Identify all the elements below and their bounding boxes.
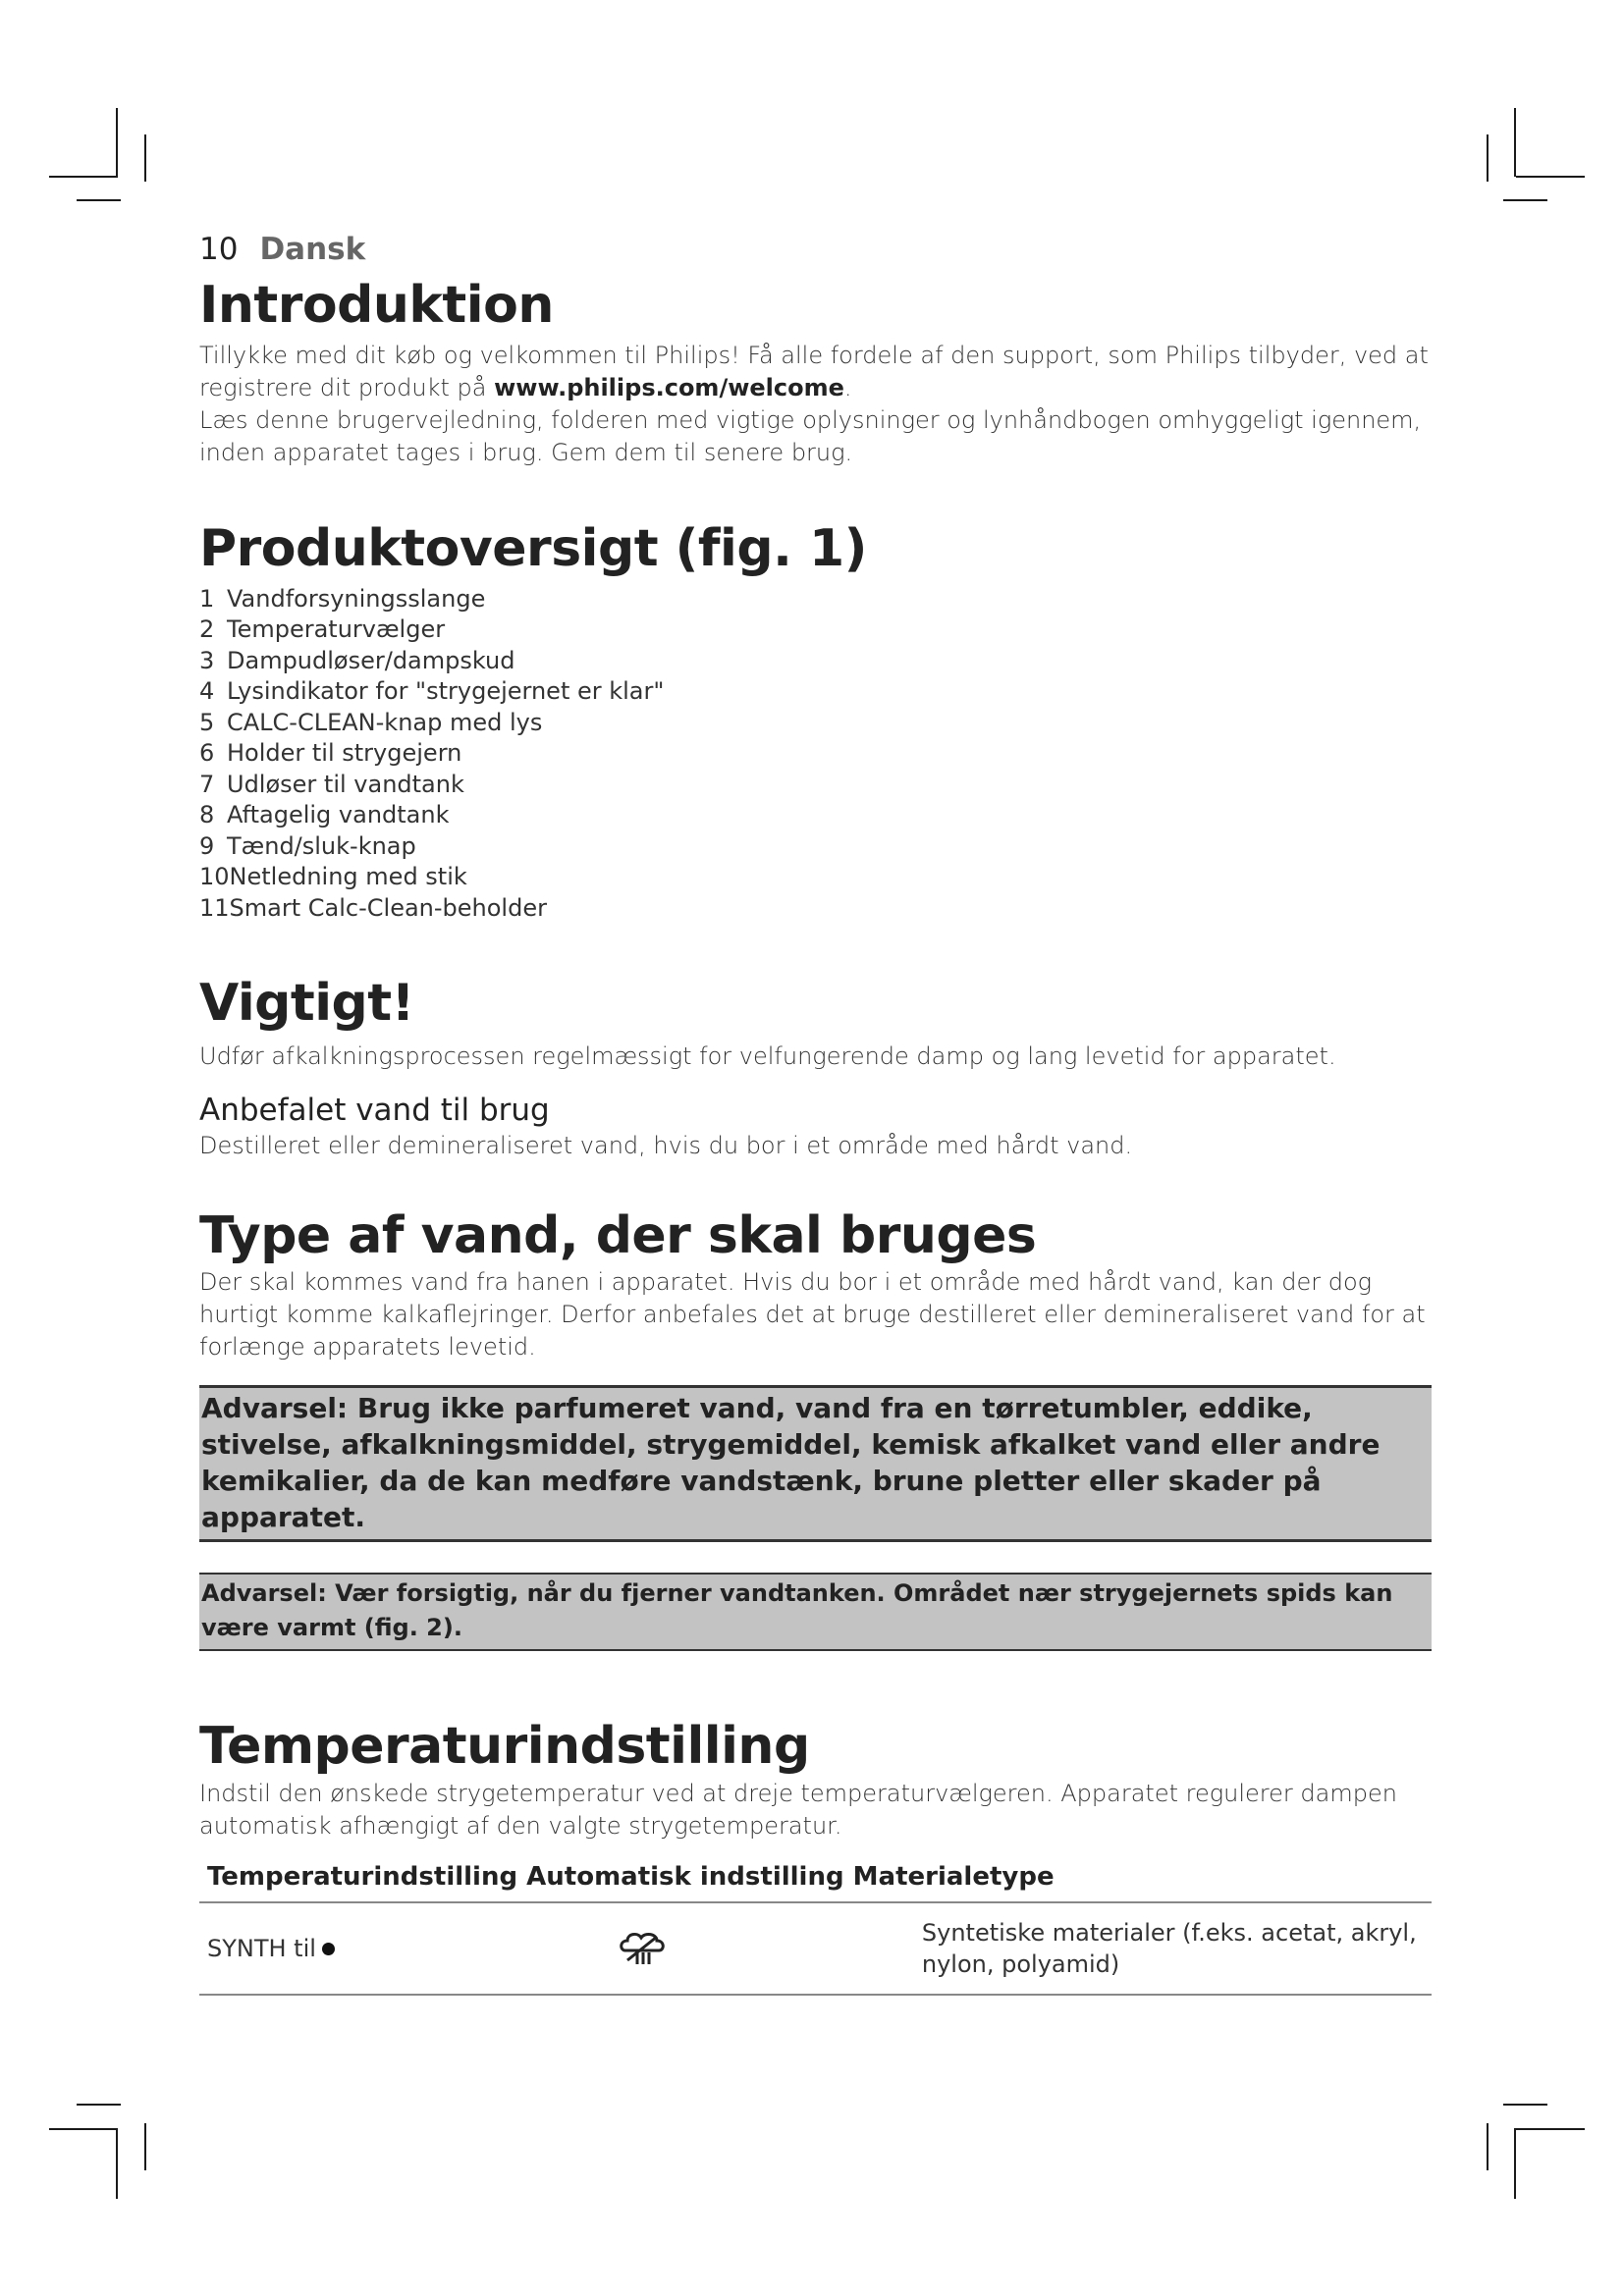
warning-box: Advarsel: Brug ikke parfumeret vand, vand fra en tørretumbler, eddike, stivelse, afkalkningsmiddel, strygemiddel, kemisk afkalket vand eller andre kemikalier, da de kan medføre vandstænk, brune pletter eller skader på apparatet.	[199, 1385, 1432, 1542]
crop-mark	[1487, 134, 1489, 182]
crop-mark	[77, 199, 121, 201]
crop-mark	[1514, 108, 1516, 177]
setting-cell: SYNTH til	[199, 1902, 655, 1995]
list-item: 6 Holder til strygejern	[199, 739, 462, 768]
intro-paragraph: Tillykke med dit køb og velkommen til Philips! Få alle fordele af den support, som Philips tilbyder, ved at registrere dit produkt på www.philips.com/welcome.	[199, 342, 1429, 402]
one-dot-icon	[322, 1943, 335, 1955]
section-title: Temperaturindstilling	[199, 1717, 810, 1777]
language-label: Dansk	[259, 232, 366, 267]
temperature-table	[199, 1856, 1432, 1996]
list-item: 2 Temperaturvælger	[199, 615, 446, 644]
page-number: 10	[199, 232, 239, 267]
section-title: Introduktion	[199, 276, 554, 335]
crop-mark	[77, 2104, 121, 2106]
list-item: 5 CALC-CLEAN-knap med lys	[199, 708, 543, 736]
welcome-link[interactable]: www.philips.com/welcome	[494, 374, 844, 402]
crop-mark	[1514, 2128, 1516, 2199]
recommended-water-paragraph: Destilleret eller demineraliseret vand, hvis du bor i et område med hårdt vand.	[199, 1131, 1133, 1159]
crop-mark	[144, 2123, 146, 2170]
list-item: 1 Vandforsyningsslange	[199, 584, 486, 613]
section-temperature	[199, 1716, 1432, 1995]
crop-mark	[116, 108, 118, 177]
list-item: 7 Udløser til vandtank	[199, 770, 464, 798]
page-content	[199, 232, 1432, 1996]
table-row	[199, 1902, 1432, 1995]
list-item: 11Smart Calc-Clean-beholder	[199, 893, 547, 922]
crop-mark	[49, 2128, 118, 2130]
product-parts-list	[199, 584, 1432, 925]
page-header	[199, 232, 1432, 267]
section-title: Produktoversigt (fig. 1)	[199, 519, 867, 579]
warning-box: Advarsel: Vær forsigtig, når du fjerner vandtanken. Området nær strygejernets spids kan være varmt (fig. 2).	[199, 1573, 1432, 1651]
crop-mark	[49, 176, 118, 178]
crop-mark	[1487, 2123, 1489, 2170]
crop-mark	[1516, 176, 1585, 178]
temperature-paragraph: Indstil den ønskede strygetemperatur ved at dreje temperaturvælgeren. Apparatet regulerer dampen automatisk afhængigt af den valgte strygetemperatur.	[199, 1779, 1397, 1840]
crop-mark	[116, 2128, 118, 2199]
section-important	[199, 973, 1432, 1162]
list-item: 4 Lysindikator for "strygejernet er klar"	[199, 677, 665, 706]
list-item: 9 Tænd/sluk-knap	[199, 831, 416, 860]
section-introduction	[199, 275, 1432, 469]
water-paragraph: Der skal kommes vand fra hanen i apparatet. Hvis du bor i et område med hårdt vand, kan der dog hurtigt komme kalkaflejringer. Derfor anbefales det at bruge destilleret eller demineraliseret vand for at forlænge apparatets levetid.	[199, 1268, 1426, 1362]
section-title: Vigtigt!	[199, 974, 414, 1034]
steam-cross-icon	[618, 1929, 669, 1968]
section-title: Type af vand, der skal bruges	[199, 1205, 1037, 1265]
section-product-overview	[199, 518, 1432, 924]
auto-setting-cell	[655, 1902, 914, 1995]
list-item: 8 Aftagelig vandtank	[199, 801, 450, 829]
crop-mark	[1516, 2128, 1585, 2130]
material-cell: Syntetiske materialer (f.eks. acetat, akryl, nylon, polyamid)	[914, 1902, 1432, 1995]
list-item: 3 Dampudløser/dampskud	[199, 646, 515, 674]
section-water-type	[199, 1205, 1432, 1651]
list-item: 10Netledning med stik	[199, 863, 467, 891]
table-header: Temperaturindstilling Automatisk indstilling Materialetype	[199, 1856, 1432, 1902]
crop-mark	[1503, 199, 1547, 201]
intro-paragraph: Læs denne brugervejledning, folderen med vigtige oplysninger og lynhåndbogen omhyggeligt igennem, inden apparatet tages i brug. Gem dem til senere brug.	[199, 406, 1422, 467]
subsection-title: Anbefalet vand til brug	[199, 1092, 550, 1128]
crop-mark	[144, 134, 146, 182]
important-paragraph: Udfør afkalkningsprocessen regelmæssigt for velfungerende damp og lang levetid for apparatet.	[199, 1041, 1336, 1070]
table-header-row	[199, 1856, 1432, 1902]
crop-mark	[1503, 2104, 1547, 2106]
